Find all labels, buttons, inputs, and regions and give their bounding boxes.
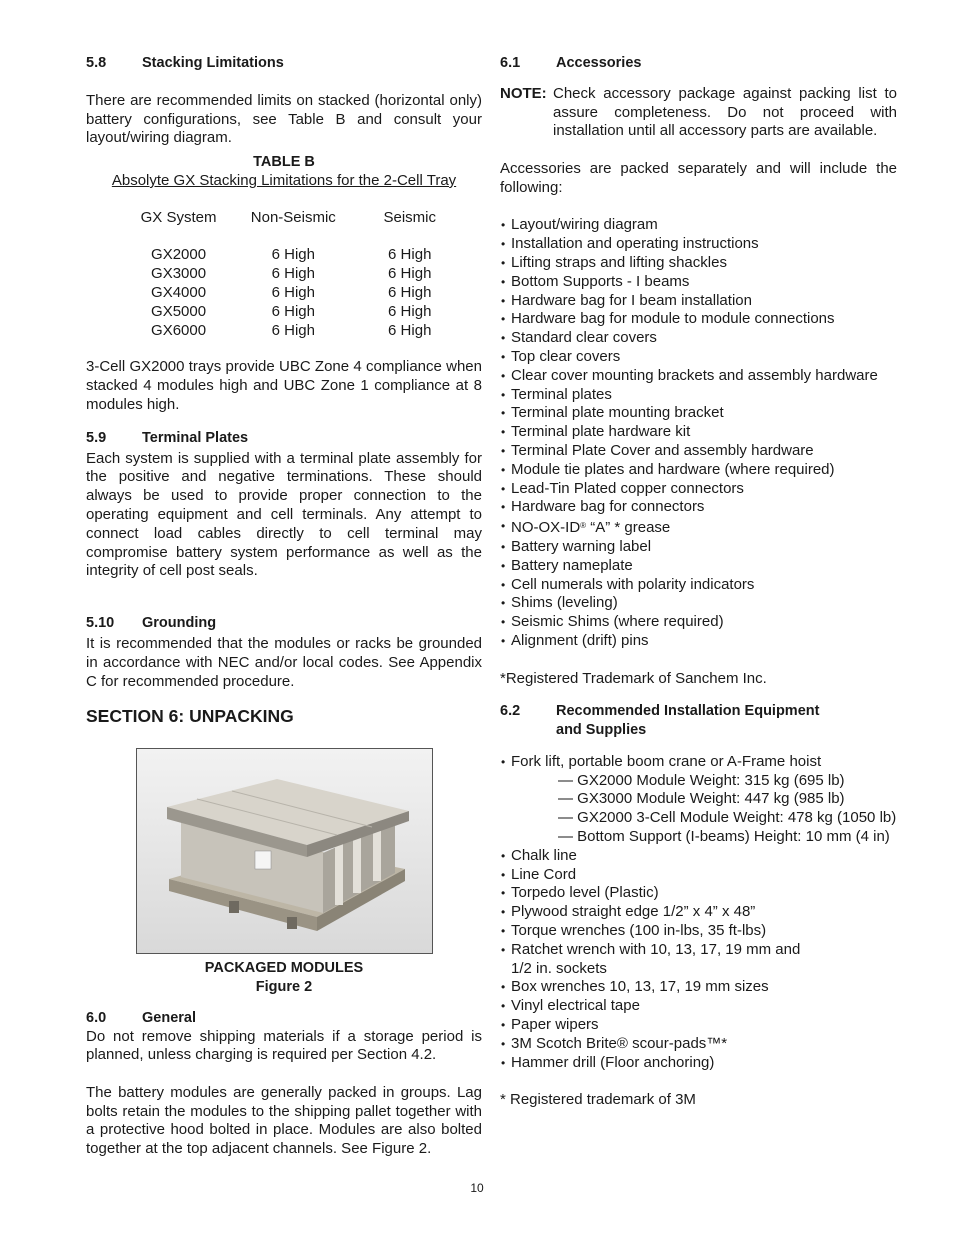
section-6-heading: SECTION 6: UNPACKING	[86, 706, 294, 727]
list-item: • Hammer drill (Floor anchoring)	[500, 1054, 897, 1073]
list-item: • Layout/wiring diagram	[500, 216, 897, 235]
table-cell: GX3000	[151, 265, 207, 283]
table-cell: 6 High	[388, 321, 432, 339]
list-item: • Standard clear covers	[500, 329, 897, 348]
table-cell: 6 High	[271, 283, 315, 301]
section-5-9-heading	[86, 429, 482, 448]
table-cell: 6 High	[388, 302, 432, 320]
table-header-row	[108, 209, 482, 228]
table-cell: GX6000	[151, 321, 207, 339]
table-row	[108, 322, 482, 341]
header-seismic: Seismic	[383, 208, 436, 226]
list-item: • Chalk line	[500, 847, 897, 866]
right-column	[500, 54, 897, 1110]
no-ox-id-name: NO-OX-ID	[511, 519, 581, 537]
stacking-paragraph: There are recommended limits on stacked (horizontal only) battery configurations, see Table B and consult your layout/wiring diagram.	[86, 91, 482, 147]
weight-item: — GX3000 Module Weight: 447 kg (985 lb)	[558, 790, 845, 808]
section-title: Accessories	[556, 55, 642, 71]
section-number: 5.10	[86, 615, 115, 632]
weight-sublist	[500, 772, 897, 847]
list-item: • Top clear covers	[500, 348, 897, 367]
table-b-caption: Absolyte GX Stacking Limitations for the 2-Cell Tray	[111, 171, 457, 189]
table-row	[108, 284, 482, 303]
ubc-compliance-paragraph: 3-Cell GX2000 trays provide UBC Zone 4 compliance when stacked 4 modules high and UBC Zone 1 compliance at 8 modules high.	[86, 358, 482, 413]
section-6-2-heading	[500, 702, 897, 740]
section-title: Terminal Plates	[142, 429, 249, 446]
table-row	[108, 246, 482, 265]
list-item: • Plywood straight edge 1/2” x 4” x 48”	[500, 903, 897, 922]
list-item: • Hardware bag for connectors	[500, 498, 897, 517]
accessories-list	[500, 216, 897, 650]
list-item: • Torque wrenches (100 in-lbs, 35 ft-lbs)	[500, 922, 897, 941]
list-item-continuation: 1/2 in. sockets	[511, 959, 607, 977]
list-item: • Fork lift, portable boom crane or A-Frame hoist	[500, 753, 897, 772]
list-item: • 3M Scotch Brite® scour-pads™*	[500, 1035, 897, 1054]
section-title-line-2: and Supplies	[556, 722, 647, 739]
section-number: 6.0	[86, 1009, 107, 1026]
table-b-label: TABLE B	[253, 154, 315, 171]
table-cell: GX4000	[151, 283, 207, 301]
table-cell: GX2000	[151, 246, 207, 264]
list-item-no-ox-id	[500, 517, 897, 538]
sanchem-trademark-note: *Registered Trademark of Sanchem Inc.	[500, 669, 767, 687]
stacking-table	[108, 209, 482, 341]
section-title: General	[142, 1009, 196, 1026]
table-cell: 6 High	[271, 265, 315, 283]
table-cell: 6 High	[271, 302, 315, 320]
section-title	[556, 702, 897, 740]
left-column	[86, 54, 482, 1159]
list-item: • Lead-Tin Plated copper connectors	[500, 480, 897, 499]
list-item: • Terminal plate hardware kit	[500, 423, 897, 442]
header-gx-system: GX System	[140, 208, 217, 226]
3m-trademark-note: * Registered trademark of 3M	[500, 1091, 696, 1109]
weight-item: — Bottom Support (I-beams) Height: 10 mm (4 in)	[558, 828, 890, 846]
list-item: • Battery warning label	[500, 538, 897, 557]
list-item: • Bottom Supports - I beams	[500, 273, 897, 292]
list-item: • Module tie plates and hardware (where required)	[500, 461, 897, 480]
grounding-paragraph: It is recommended that the modules or racks be grounded in accordance with NEC and/or local codes. See Appendix C for recommended procedure.	[86, 634, 482, 690]
figure-label: Figure 2	[255, 978, 313, 995]
accessories-intro: Accessories are packed separately and will include the following:	[500, 159, 897, 196]
list-item: • Terminal plates	[500, 386, 897, 405]
table-cell: 6 High	[388, 246, 432, 264]
section-5-8-heading	[86, 54, 482, 73]
packaged-modules-photo	[136, 748, 433, 954]
section-number: 6.2	[500, 703, 521, 720]
list-item: • Vinyl electrical tape	[500, 997, 897, 1016]
list-item: • Terminal Plate Cover and assembly hardware	[500, 442, 897, 461]
section-title: Stacking Limitations	[142, 55, 284, 71]
list-item: • Lifting straps and lifting shackles	[500, 254, 897, 273]
table-cell: GX5000	[151, 302, 207, 320]
list-item: • Hardware bag for module to module connections	[500, 310, 897, 329]
list-item: • Hardware bag for I beam installation	[500, 292, 897, 311]
weight-item: — GX2000 Module Weight: 315 kg (695 lb)	[558, 771, 845, 789]
section-number: 6.1	[500, 55, 521, 71]
section-6-1-heading	[500, 54, 897, 73]
list-item: • Ratchet wrench with 10, 13, 17, 19 mm and	[500, 941, 897, 960]
general-paragraph-2: The battery modules are generally packed in groups. Lag bolts retain the modules to the shipping pallet together with a protective hood bolted in place. Modules are also bolted together at the top adjacent channels. See Figure 2.	[86, 1083, 482, 1158]
section-number: 5.9	[86, 429, 107, 446]
list-item: • Cell numerals with polarity indicators	[500, 576, 897, 595]
list-item: • Terminal plate mounting bracket	[500, 404, 897, 423]
list-item: • Clear cover mounting brackets and assembly hardware	[500, 367, 897, 386]
section-6-0-heading	[86, 1009, 482, 1028]
section-number: 5.8	[86, 55, 107, 71]
packaged-modules-illustration	[137, 749, 432, 953]
list-item: • Torpedo level (Plastic)	[500, 884, 897, 903]
list-item: • Alignment (drift) pins	[500, 632, 897, 651]
list-item: • Battery nameplate	[500, 557, 897, 576]
table-row	[108, 265, 482, 284]
note-label: NOTE:	[500, 84, 547, 102]
general-paragraph-1: Do not remove shipping materials if a storage period is planned, unless charging is required per Section 4.2.	[86, 1027, 482, 1064]
table-cell: 6 High	[271, 246, 315, 264]
table-row	[108, 303, 482, 322]
equipment-list-end	[500, 978, 897, 1072]
accessories-note	[500, 85, 897, 141]
section-5-10-heading	[86, 614, 482, 633]
section-title: Grounding	[142, 615, 217, 632]
header-non-seismic: Non-Seismic	[250, 208, 336, 226]
note-text: Check accessory package against packing list to assure completeness. Do not proceed with installation until all accessory parts are available.	[553, 84, 897, 140]
list-item: • Line Cord	[500, 866, 897, 885]
figure-caption: PACKAGED MODULES	[204, 960, 364, 977]
equipment-list	[500, 753, 897, 772]
weight-item: — GX2000 3-Cell Module Weight: 478 kg (1050 lb)	[558, 809, 897, 827]
registered-mark: ®	[580, 521, 587, 531]
table-cell: 6 High	[388, 265, 432, 283]
list-item: • Seismic Shims (where required)	[500, 613, 897, 632]
page-number: 10	[470, 1181, 484, 1195]
list-item: • Installation and operating instructions	[500, 235, 897, 254]
section-title-line-1: Recommended Installation Equipment	[556, 703, 820, 720]
list-item: • Paper wipers	[500, 1016, 897, 1035]
list-item: • Shims (leveling)	[500, 594, 897, 613]
table-cell: 6 High	[388, 283, 432, 301]
table-cell: 6 High	[271, 321, 315, 339]
equipment-list-continued	[500, 847, 897, 960]
terminal-plates-paragraph: Each system is supplied with a terminal plate assembly for the positive and negative terminations. These should always be used to provide proper connection to the operating equipment and cell terminals. Any attempt to connect load cables directly to cell terminal may compromise battery system performance as well as the integrity of cell post seals.	[86, 449, 482, 580]
no-ox-id-rest: “A” * grease	[586, 519, 671, 537]
list-item: • Box wrenches 10, 13, 17, 19 mm sizes	[500, 978, 897, 997]
